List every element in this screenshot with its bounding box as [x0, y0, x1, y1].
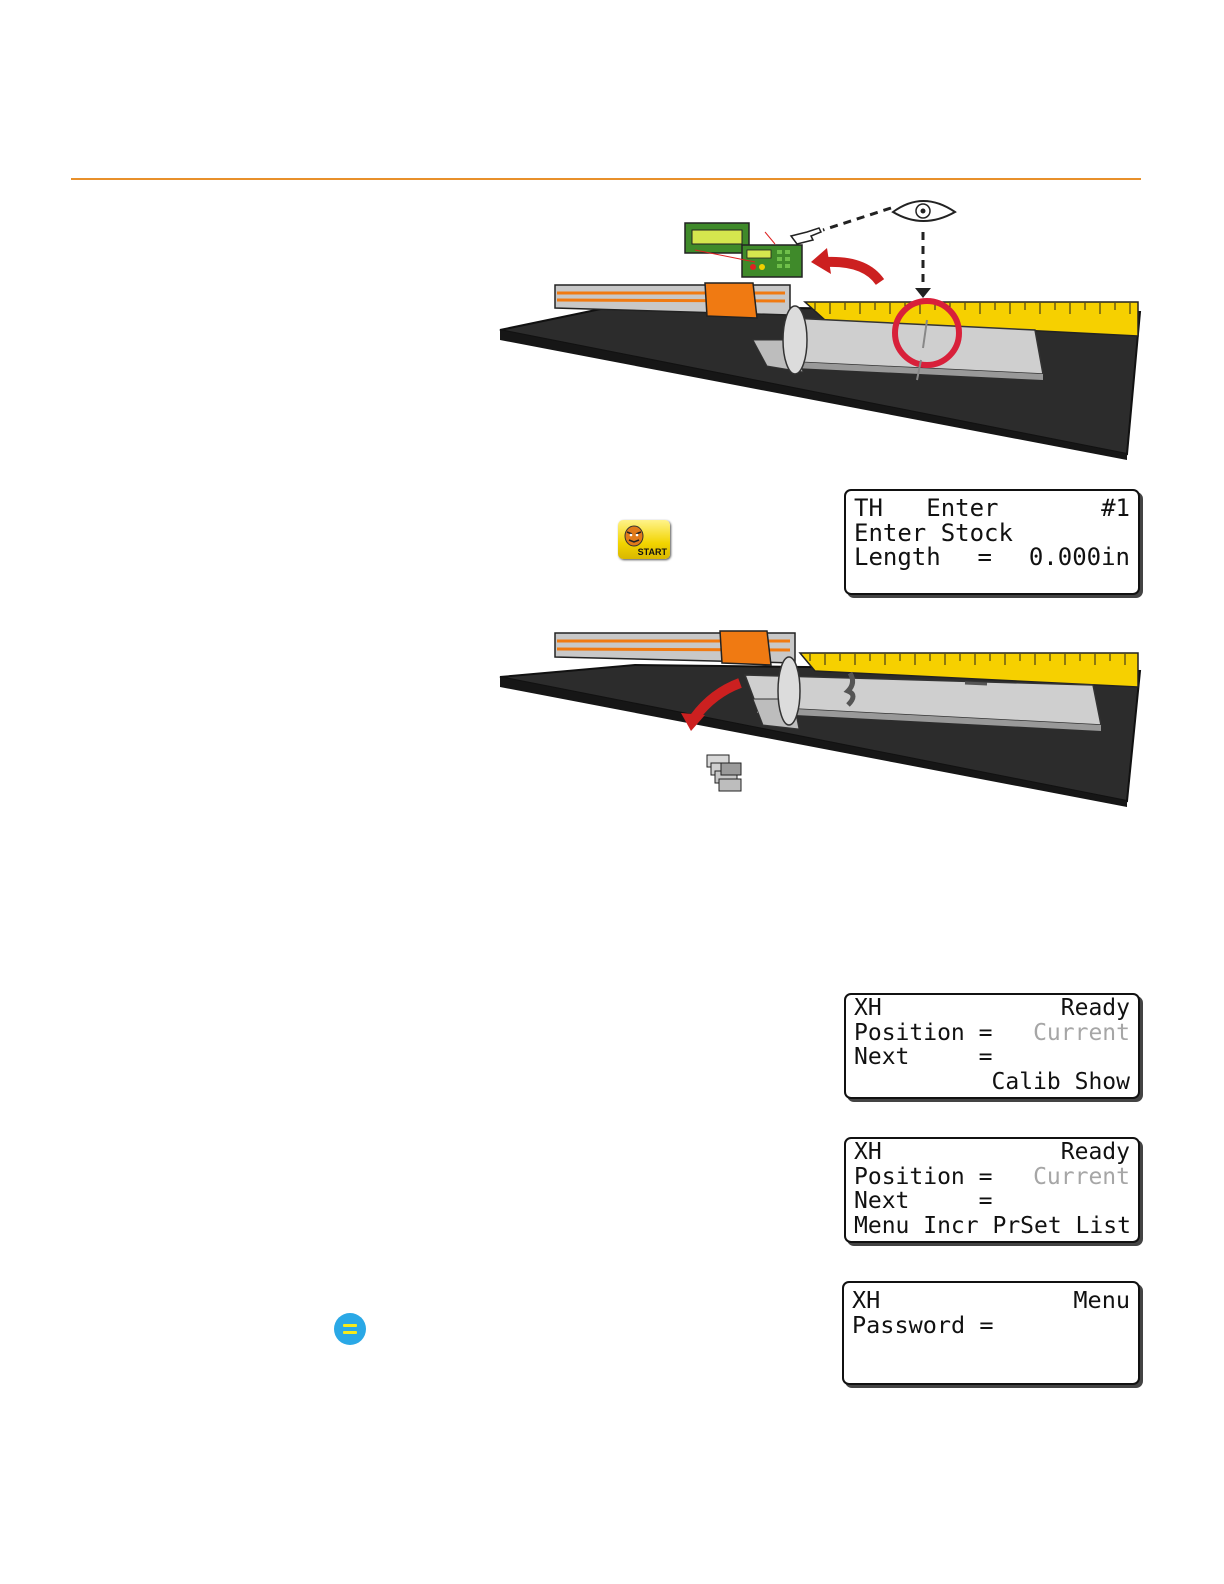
lcd-mode-label: TH Enter — [854, 494, 999, 522]
lcd-enter-stock — [844, 489, 1140, 595]
lcd-position-label: Position = — [854, 1019, 993, 1046]
lcd-softkeys: Menu Incr PrSet List — [854, 1212, 1131, 1239]
lcd-row-3 — [854, 1045, 1130, 1070]
saw-alignment-illustration — [495, 190, 1155, 460]
equals-button-icon — [334, 1313, 366, 1345]
eye-icon — [893, 201, 955, 221]
lcd-ready-menu-keys — [844, 1137, 1140, 1243]
lcd-row-2 — [854, 518, 1130, 547]
lcd-softkeys: Calib Show — [991, 1068, 1130, 1095]
lcd-position-label: Position = — [854, 1163, 993, 1190]
lcd-position-value: Current — [1033, 1019, 1130, 1046]
lcd-password-label: Password = — [852, 1310, 994, 1339]
lcd-mode-label: XH — [854, 1139, 882, 1165]
lcd-mode-label: XH — [852, 1286, 881, 1314]
lcd-equals: = — [977, 543, 992, 571]
lcd-status: Ready — [1060, 1139, 1130, 1165]
lcd-ready-calib — [844, 993, 1140, 1099]
lcd-program-number: #1 — [1101, 494, 1130, 522]
lcd-row-1 — [852, 1287, 1130, 1312]
lcd-next-label: Next = — [854, 1044, 993, 1070]
lcd-position-value: Current — [1033, 1163, 1130, 1190]
lcd-menu-password — [842, 1281, 1140, 1385]
lcd-prompt: Enter Stock — [854, 518, 1013, 547]
lcd-mode-label: XH — [854, 995, 882, 1021]
start-button-icon — [618, 520, 670, 559]
lcd-length-label: Length — [854, 543, 941, 571]
fence-carriage — [720, 631, 771, 665]
lcd-row-1 — [854, 996, 1130, 1021]
lcd-row-1 — [854, 1140, 1130, 1165]
sight-line-to-controller — [823, 208, 891, 230]
lcd-row-4 — [854, 1070, 1130, 1095]
lcd-next-label: Next = — [854, 1188, 993, 1214]
saw-cutting-illustration — [495, 625, 1155, 810]
saw-blade — [778, 657, 800, 725]
header-rule — [71, 178, 1141, 180]
saw-blade — [783, 306, 807, 374]
lcd-row-2 — [854, 1021, 1130, 1046]
pointing-hand-icon — [791, 228, 821, 244]
fence-carriage — [705, 283, 757, 318]
lcd-status: Ready — [1060, 995, 1130, 1021]
stacked-parts-icon — [707, 755, 741, 791]
lcd-row-3 — [854, 1189, 1130, 1214]
lcd-row-4 — [854, 1214, 1130, 1239]
lcd-row-2 — [854, 1165, 1130, 1190]
lcd-status: Menu — [1073, 1286, 1130, 1314]
lcd-row-2 — [852, 1312, 1130, 1337]
red-arrow — [825, 262, 880, 282]
lcd-row-3 — [854, 545, 1130, 570]
lcd-row-1 — [854, 496, 1130, 521]
lcd-length-value: 0.000in — [1028, 543, 1130, 571]
start-button-label: START — [637, 547, 667, 557]
